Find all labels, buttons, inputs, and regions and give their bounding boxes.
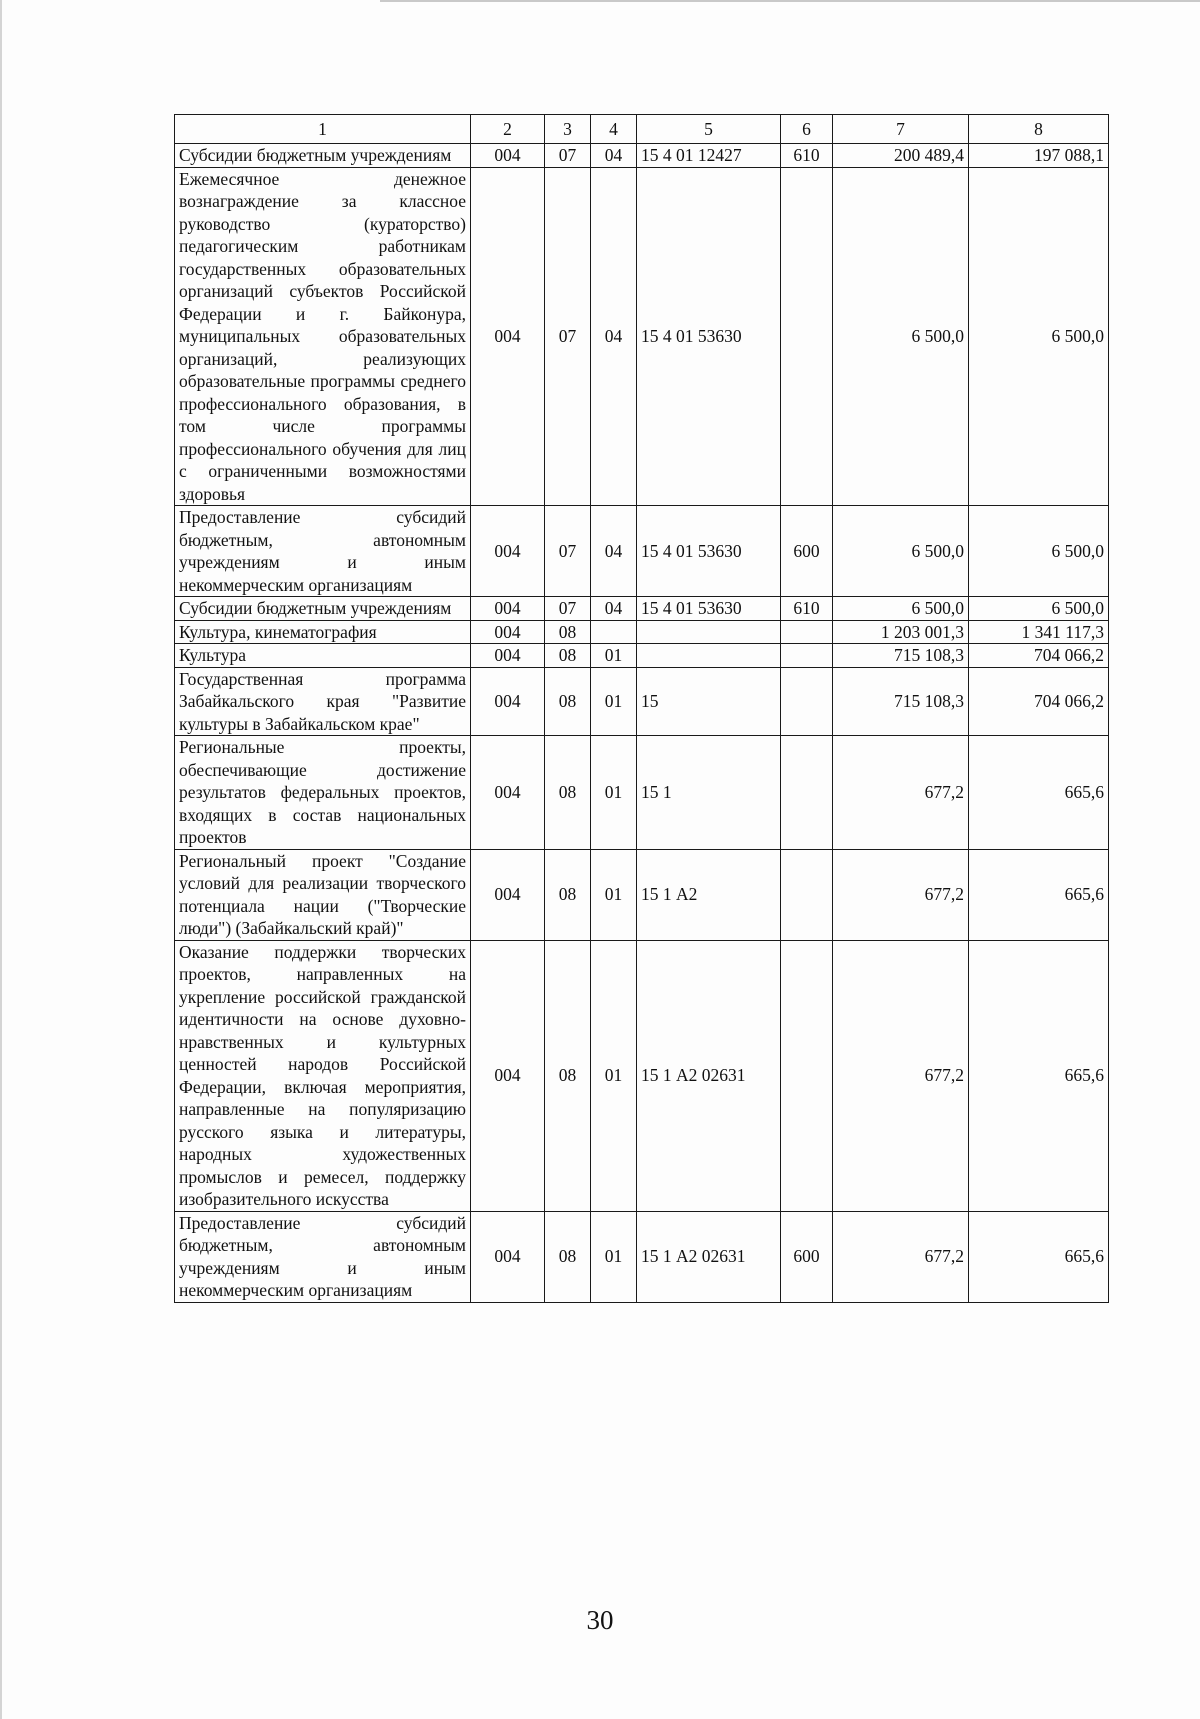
- table-row: [175, 849, 1109, 940]
- row-code-6: 610: [781, 144, 833, 168]
- row-code-5: 15 1 А2 02631: [637, 1211, 781, 1302]
- header-col-5: 5: [637, 115, 781, 144]
- row-value-8: 665,6: [969, 736, 1109, 850]
- row-code-2: 004: [471, 620, 545, 644]
- row-code-5: [637, 644, 781, 668]
- row-code-6: [781, 667, 833, 736]
- row-code-4: 04: [591, 597, 637, 621]
- table-row: [175, 620, 1109, 644]
- row-value-7: 677,2: [833, 1211, 969, 1302]
- row-value-7: 6 500,0: [833, 167, 969, 506]
- row-name: Культура: [175, 644, 471, 668]
- row-code-2: 004: [471, 506, 545, 597]
- row-code-4: 01: [591, 667, 637, 736]
- row-value-8: 665,6: [969, 940, 1109, 1211]
- table-row: [175, 597, 1109, 621]
- table-row: [175, 940, 1109, 1211]
- table-row: [175, 1211, 1109, 1302]
- table-row: [175, 667, 1109, 736]
- row-value-7: 677,2: [833, 849, 969, 940]
- row-name: Культура, кинематография: [175, 620, 471, 644]
- row-code-2: 004: [471, 1211, 545, 1302]
- row-name: Субсидии бюджетным учреждениям: [175, 144, 471, 168]
- header-col-3: 3: [545, 115, 591, 144]
- row-code-4: 01: [591, 940, 637, 1211]
- row-code-4: 01: [591, 736, 637, 850]
- row-code-6: [781, 940, 833, 1211]
- table-row: [175, 644, 1109, 668]
- row-value-8: 665,6: [969, 849, 1109, 940]
- row-name: Государственная программа Забайкальского края "Развитие культуры в Забайкальском крае": [175, 667, 471, 736]
- row-code-2: 004: [471, 167, 545, 506]
- row-value-7: 677,2: [833, 736, 969, 850]
- header-col-8: 8: [969, 115, 1109, 144]
- row-value-7: 200 489,4: [833, 144, 969, 168]
- row-code-3: 08: [545, 620, 591, 644]
- row-name: Предоставление субсидий бюджетным, автономным учреждениям и иным некоммерческим организациям: [175, 506, 471, 597]
- row-code-3: 07: [545, 144, 591, 168]
- row-code-6: 610: [781, 597, 833, 621]
- row-name: Региональный проект "Создание условий для реализации творческого потенциала нации ("Творческие люди") (Забайкальский край)": [175, 849, 471, 940]
- table-header-row: [175, 115, 1109, 144]
- row-code-4: 04: [591, 144, 637, 168]
- row-value-8: 704 066,2: [969, 667, 1109, 736]
- row-value-8: 6 500,0: [969, 167, 1109, 506]
- row-code-2: 004: [471, 644, 545, 668]
- row-value-8: 704 066,2: [969, 644, 1109, 668]
- row-name: Оказание поддержки творческих проектов, направленных на укрепление российской гражданской идентичности на основе духовно-нравственных и культурных ценностей народов Российской Федерации, включая мероприятия, направленные на популяризацию русского языка и литературы, народных художественных промыслов и ремесел, поддержку изобразительного искусства: [175, 940, 471, 1211]
- row-code-5: 15 4 01 53630: [637, 506, 781, 597]
- page-number: 30: [586, 1605, 614, 1635]
- table-row: [175, 506, 1109, 597]
- row-code-5: 15 1 А2 02631: [637, 940, 781, 1211]
- header-col-4: 4: [591, 115, 637, 144]
- row-value-7: 1 203 001,3: [833, 620, 969, 644]
- row-code-5: 15 4 01 53630: [637, 597, 781, 621]
- scan-edge-left: [0, 0, 2, 1719]
- row-value-7: 715 108,3: [833, 667, 969, 736]
- header-col-1: 1: [175, 115, 471, 144]
- row-code-6: [781, 644, 833, 668]
- row-code-5: 15: [637, 667, 781, 736]
- scan-edge-top: [380, 0, 1200, 2]
- row-value-7: 6 500,0: [833, 597, 969, 621]
- row-code-4: 04: [591, 506, 637, 597]
- row-code-3: 08: [545, 736, 591, 850]
- row-code-2: 004: [471, 144, 545, 168]
- row-value-8: 1 341 117,3: [969, 620, 1109, 644]
- header-col-2: 2: [471, 115, 545, 144]
- row-code-2: 004: [471, 597, 545, 621]
- table-row: [175, 144, 1109, 168]
- row-value-8: 6 500,0: [969, 506, 1109, 597]
- header-col-6: 6: [781, 115, 833, 144]
- row-code-3: 08: [545, 667, 591, 736]
- row-code-4: 01: [591, 644, 637, 668]
- row-value-7: 6 500,0: [833, 506, 969, 597]
- table-row: [175, 167, 1109, 506]
- row-value-8: 6 500,0: [969, 597, 1109, 621]
- row-value-7: 715 108,3: [833, 644, 969, 668]
- row-code-5: 15 4 01 12427: [637, 144, 781, 168]
- row-code-6: [781, 849, 833, 940]
- row-code-2: 004: [471, 849, 545, 940]
- row-code-5: [637, 620, 781, 644]
- row-name: Ежемесячное денежное вознаграждение за классное руководство (кураторство) педагогическим работникам государственных образовательных организаций субъектов Российской Федерации и г. Байконура, муниципальных образовательных организаций, реализующих образовательные программы среднего профессионального образования, в том числе программы профессионального обучения для лиц с ограниченными возможностями здоровья: [175, 167, 471, 506]
- row-code-4: 04: [591, 167, 637, 506]
- row-code-3: 08: [545, 1211, 591, 1302]
- row-name: Региональные проекты, обеспечивающие достижение результатов федеральных проектов, входящих в состав национальных проектов: [175, 736, 471, 850]
- row-code-4: 01: [591, 849, 637, 940]
- row-code-6: 600: [781, 506, 833, 597]
- row-code-5: 15 4 01 53630: [637, 167, 781, 506]
- row-name: Предоставление субсидий бюджетным, автономным учреждениям и иным некоммерческим организациям: [175, 1211, 471, 1302]
- row-code-3: 07: [545, 597, 591, 621]
- row-code-6: [781, 620, 833, 644]
- row-code-6: [781, 167, 833, 506]
- row-code-4: [591, 620, 637, 644]
- row-code-3: 07: [545, 506, 591, 597]
- row-code-5: 15 1 А2: [637, 849, 781, 940]
- row-code-5: 15 1: [637, 736, 781, 850]
- row-code-2: 004: [471, 940, 545, 1211]
- row-code-6: 600: [781, 1211, 833, 1302]
- budget-table: [174, 114, 1109, 1303]
- row-value-8: 197 088,1: [969, 144, 1109, 168]
- row-code-3: 07: [545, 167, 591, 506]
- row-name: Субсидии бюджетным учреждениям: [175, 597, 471, 621]
- row-code-3: 08: [545, 644, 591, 668]
- row-code-3: 08: [545, 940, 591, 1211]
- row-code-2: 004: [471, 736, 545, 850]
- row-code-4: 01: [591, 1211, 637, 1302]
- row-value-8: 665,6: [969, 1211, 1109, 1302]
- table-row: [175, 736, 1109, 850]
- row-code-6: [781, 736, 833, 850]
- row-code-3: 08: [545, 849, 591, 940]
- row-code-2: 004: [471, 667, 545, 736]
- row-value-7: 677,2: [833, 940, 969, 1211]
- header-col-7: 7: [833, 115, 969, 144]
